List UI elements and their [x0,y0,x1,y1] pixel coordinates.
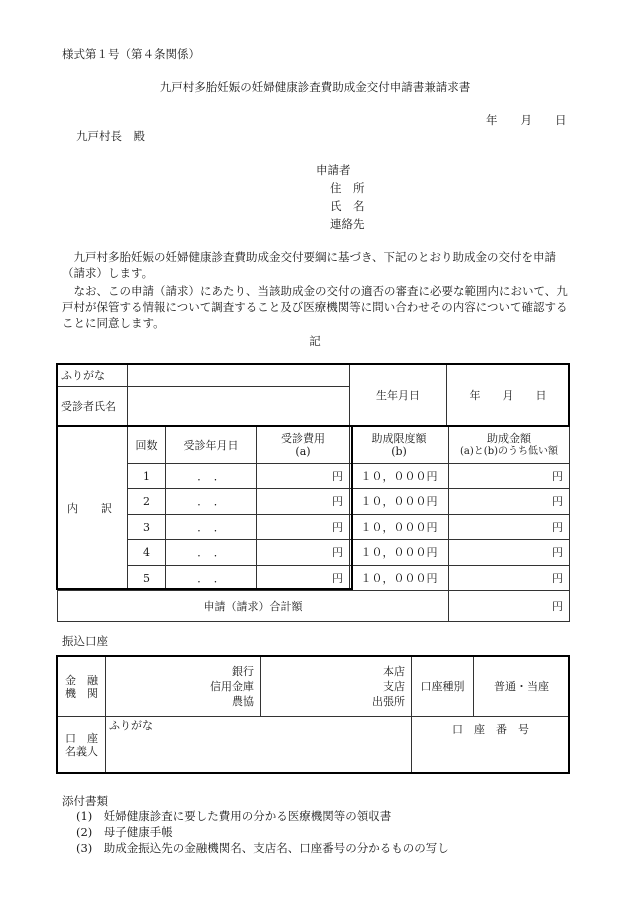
row-count: 2 [128,489,166,515]
account-number-label: 口 座 番 号 [452,723,529,736]
date-line: 年 月 日 [486,113,567,127]
row-count: 1 [128,464,166,489]
cost-field[interactable]: 円 [257,489,350,515]
visit-date-field[interactable]: ． ． [166,566,257,591]
furigana-label: ふりがな [109,719,153,732]
grant-field[interactable]: 円 [449,515,570,540]
visit-date-field[interactable]: ． ． [166,515,257,540]
header-limit: 助成限度額 (b) [350,427,449,464]
patient-name-label: 受診者氏名 [58,387,128,427]
applicant-address-label: 住 所 [330,181,365,195]
row-count: 5 [128,566,166,591]
table-row [58,566,570,591]
body-paragraph-2: なお、この申請（請求）にあたり、当該助成金の交付の適否の審査に必要な範囲内において、九戸村が保管する情報について調査すること及び医療機関等に問い合わせその内容について確認することに同意します。 [62,284,568,330]
applicant-name-label: 氏 名 [330,199,365,213]
ki-heading: 記 [309,334,321,348]
furigana-label: ふりがな [58,365,128,387]
table-row [58,515,570,540]
limit-value: １０，０００円 [350,540,449,566]
birthdate-label: 生年月日 [350,365,447,427]
breakdown-label: 内 訳 [58,427,128,591]
limit-value: １０，０００円 [350,489,449,515]
form-number: 様式第１号（第４条関係） [62,47,200,61]
body-paragraph-1: 九戸村多胎妊娠の妊婦健康診査費助成金交付要綱に基づき、下記のとおり助成金の交付を申請（請求）します。 [62,250,557,280]
attachments-heading: 添付書類 [62,794,108,808]
account-type-field[interactable]: 普通・当座 [474,657,570,717]
applicant-label: 申請者 [316,163,351,177]
branch-name-field[interactable]: 本店 支店 出張所 [261,657,412,717]
total-field[interactable]: 円 [449,591,570,622]
furigana-field[interactable] [128,365,350,387]
attachment-item-1: (1) 妊婦健康診査に要した費用の分かる医療機関等の領収書 [76,809,392,823]
visit-date-field[interactable]: ． ． [166,540,257,566]
limit-value: １０，０００円 [350,566,449,591]
attachment-item-3: (3) 助成金振込先の金融機関名、支店名、口座番号の分かるものの写し [76,841,449,855]
grant-field[interactable]: 円 [449,464,570,489]
total-label: 申請（請求）合計額 [58,591,449,622]
account-holder-field[interactable] [106,717,412,774]
applicant-contact-label: 連絡先 [330,217,365,231]
row-count: 3 [128,515,166,540]
limit-value: １０，０００円 [350,515,449,540]
bank-account-heading: 振込口座 [62,634,108,648]
header-cost: 受診費用 (a) [257,427,350,464]
patient-name-field[interactable] [128,387,350,427]
row-count: 4 [128,540,166,566]
visit-date-field[interactable]: ． ． [166,464,257,489]
table-row [58,540,570,566]
cost-field[interactable]: 円 [257,540,350,566]
header-grant: 助成金額 (a)と(b)のうち低い額 [449,427,570,464]
birthdate-field[interactable]: 年 月 日 [447,365,570,427]
cost-field[interactable]: 円 [257,566,350,591]
table-row [58,464,570,489]
table-row [58,489,570,515]
account-type-label: 口座種別 [412,657,474,717]
bank-name-field[interactable]: 銀行 信用金庫 農協 [106,657,261,717]
account-number-field[interactable] [412,717,570,774]
account-holder-label: 口 座 名義人 [58,717,106,774]
visit-date-field[interactable]: ． ． [166,489,257,515]
cost-field[interactable]: 円 [257,515,350,540]
financial-institution-label: 金 融 機 関 [58,657,106,717]
limit-value: １０，０００円 [350,464,449,489]
grant-field[interactable]: 円 [449,489,570,515]
grant-field[interactable]: 円 [449,566,570,591]
grant-field[interactable]: 円 [449,540,570,566]
application-table [57,364,570,622]
attachment-item-2: (2) 母子健康手帳 [76,825,173,839]
header-visit-date: 受診年月日 [166,427,257,464]
bank-table [57,656,570,774]
cost-field[interactable]: 円 [257,464,350,489]
addressee: 九戸村長 殿 [76,129,145,143]
document-title: 九戸村多胎妊娠の妊婦健康診査費助成金交付申請書兼請求書 [159,80,471,94]
header-count: 回数 [128,427,166,464]
